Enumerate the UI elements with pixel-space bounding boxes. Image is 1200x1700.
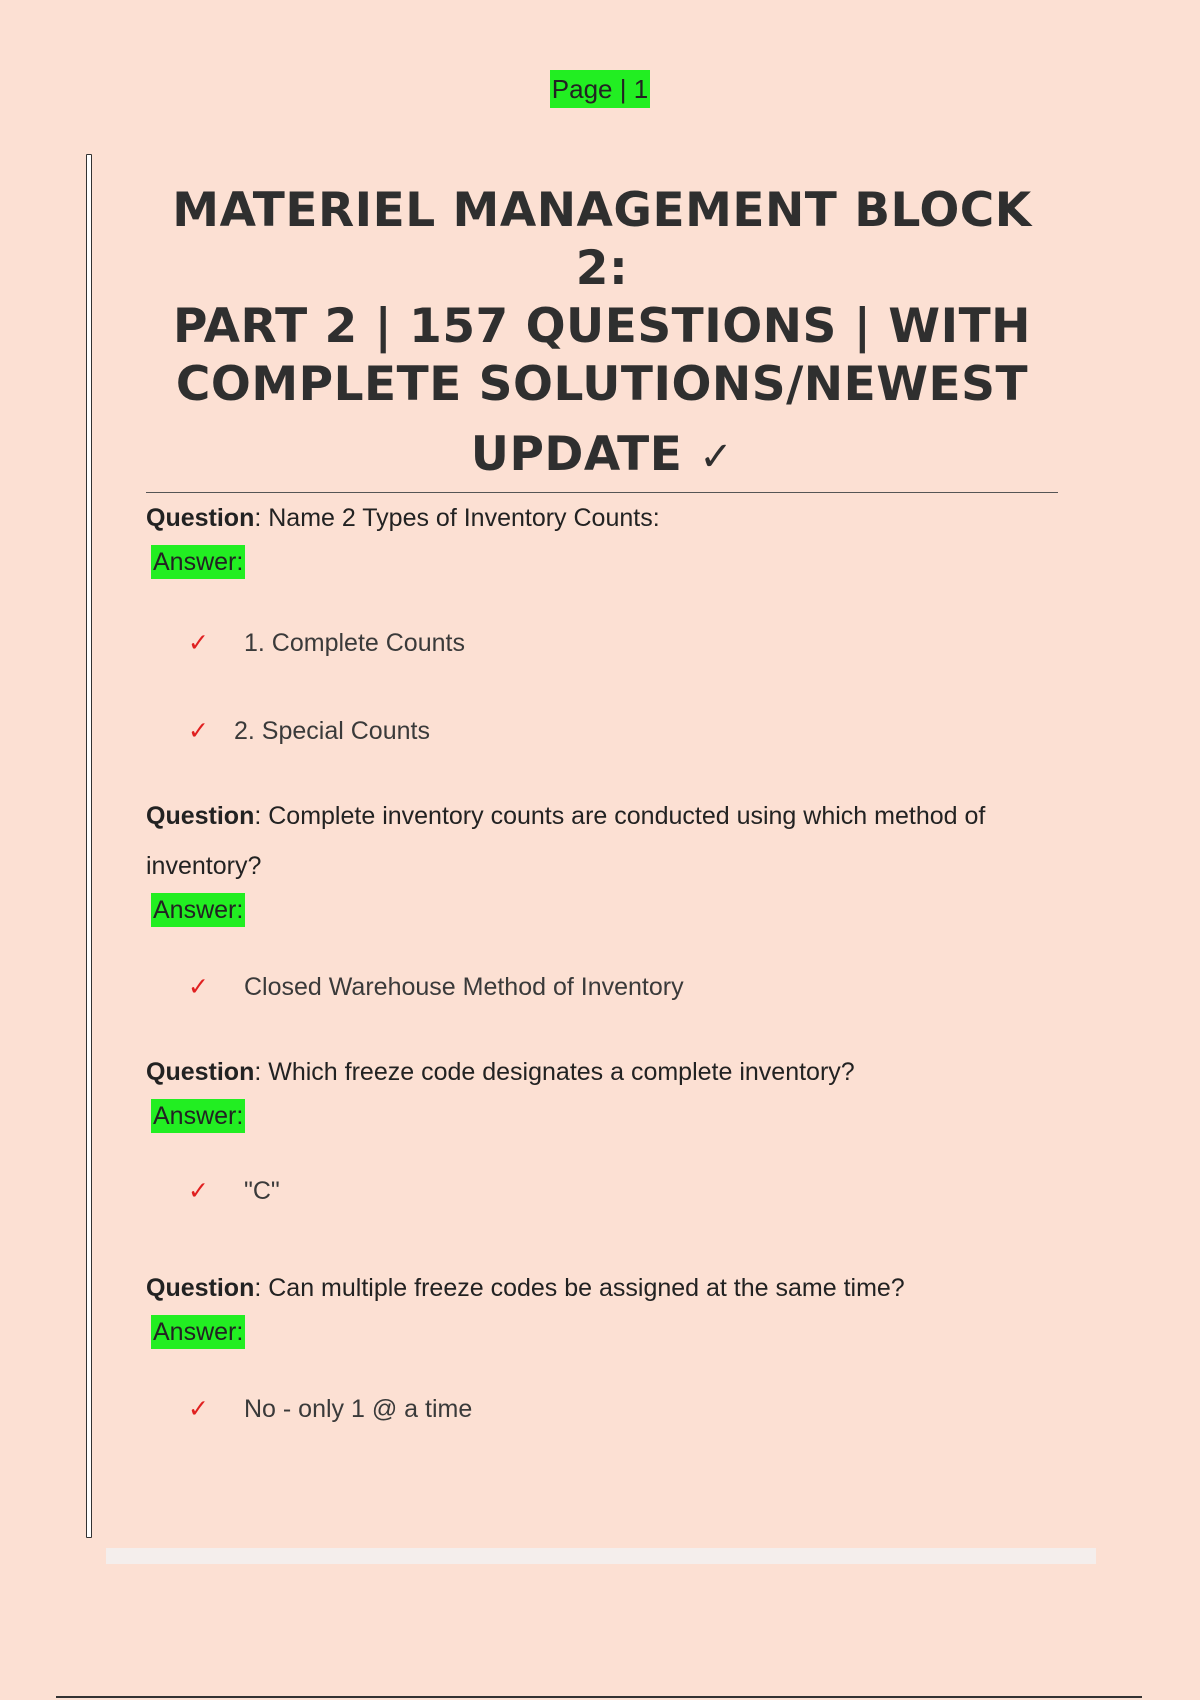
- answer-item: [146, 687, 1058, 775]
- answer-item: [146, 1147, 1058, 1235]
- left-border-rule: [86, 154, 92, 1538]
- document-content: [146, 182, 1058, 1453]
- check-icon: ✓: [188, 629, 209, 657]
- answer-label: Answer:: [151, 545, 245, 579]
- question-text: Question: Complete inventory counts are conducted using which method of inventory?: [146, 802, 986, 880]
- answer-list: [146, 943, 1058, 1031]
- question-label: Question: [146, 1274, 255, 1302]
- title-last-word: UPDATE: [470, 427, 683, 482]
- answer-list: [146, 1365, 1058, 1453]
- question-text: Question: Which freeze code designates a complete inventory?: [146, 1058, 855, 1086]
- answer-text: 2. Special Counts: [234, 717, 430, 745]
- question-text: Question: Can multiple freeze codes be assigned at the same time?: [146, 1274, 905, 1302]
- document-title: [146, 182, 1058, 486]
- check-icon: ✓: [188, 1395, 209, 1423]
- check-icon: ✓: [188, 717, 209, 745]
- answer-label: Answer:: [151, 893, 245, 927]
- question-label: Question: [146, 802, 255, 830]
- qa-item-2: [146, 791, 1058, 1031]
- bottom-divider-bar: [106, 1548, 1096, 1564]
- answer-text: No - only 1 @ a time: [244, 1395, 473, 1423]
- answer-item: [146, 1365, 1058, 1453]
- qa-item-4: [146, 1263, 1058, 1453]
- answer-label: Answer:: [151, 1099, 245, 1133]
- question-body-cont: inventory?: [146, 852, 262, 880]
- title-check-icon: ✓: [699, 434, 734, 480]
- answer-text: 1. Complete Counts: [244, 629, 465, 657]
- question-body: Complete inventory counts are conducted using which method of: [268, 802, 986, 830]
- page-header: [0, 70, 1200, 108]
- title-line-4: [146, 426, 1058, 486]
- question-label: Question: [146, 1058, 255, 1086]
- footer-rule: [56, 1696, 1142, 1698]
- answer-item: [146, 943, 1058, 1031]
- question-body: Which freeze code designates a complete inventory?: [268, 1058, 855, 1086]
- question-text: Question: Name 2 Types of Inventory Counts:: [146, 504, 660, 532]
- answer-text: "C": [244, 1177, 280, 1205]
- title-line-2: PART 2 | 157 QUESTIONS | WITH: [173, 299, 1031, 354]
- check-icon: ✓: [188, 1177, 209, 1205]
- answer-item: [146, 599, 1058, 687]
- check-icon: ✓: [188, 973, 209, 1001]
- qa-item-1: [146, 493, 1058, 775]
- title-line-3: COMPLETE SOLUTIONS/NEWEST: [175, 357, 1029, 412]
- question-body: Can multiple freeze codes be assigned at the same time?: [268, 1274, 905, 1302]
- qa-item-3: [146, 1047, 1058, 1235]
- answer-list: [146, 599, 1058, 775]
- answer-label: Answer:: [151, 1315, 245, 1349]
- page-number-label: Page | 1: [550, 70, 650, 108]
- question-label: Question: [146, 504, 255, 532]
- answer-list: [146, 1147, 1058, 1235]
- question-body: Name 2 Types of Inventory Counts:: [268, 504, 660, 532]
- answer-text: Closed Warehouse Method of Inventory: [244, 973, 684, 1001]
- title-line-1: MATERIEL MANAGEMENT BLOCK 2:: [172, 183, 1032, 296]
